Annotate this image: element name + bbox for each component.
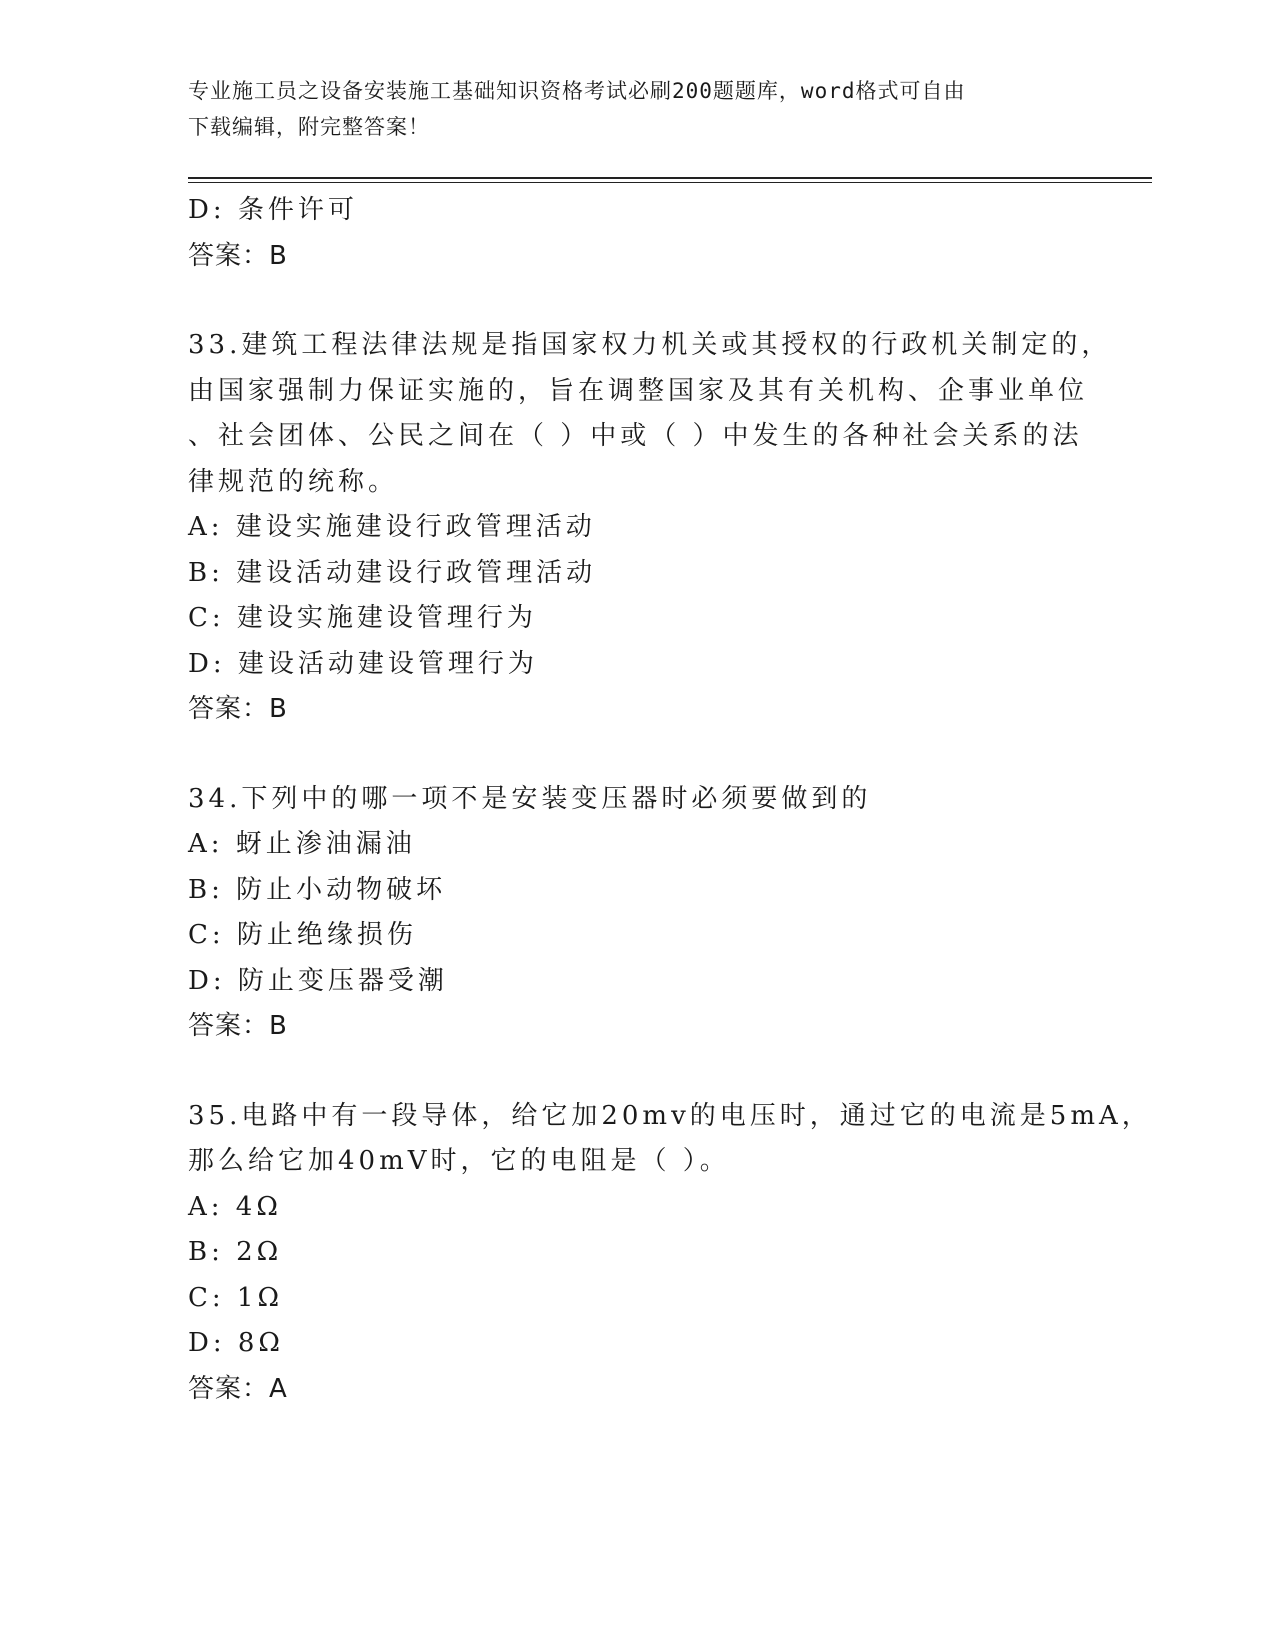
option-b: B: 2Ω — [188, 1237, 283, 1267]
question-stem — [188, 323, 1112, 505]
stem-line: 由国家强制力保证实施的，旨在调整国家及其有关机构、企事业单位 — [188, 375, 1089, 406]
spacer — [188, 733, 1088, 777]
header-rule-thin — [188, 182, 1152, 183]
question-32-tail — [188, 188, 1088, 279]
question-34 — [188, 777, 1088, 1050]
option-c: C: 建设实施建设管理行为 — [188, 603, 537, 633]
question-stem — [188, 1094, 1152, 1185]
answer-label: 答案：B — [188, 1011, 288, 1041]
stem-line: 律规范的统称。 — [188, 466, 399, 497]
stem-line: 、社会团体、公民之间在（ ）中或（ ）中发生的各种社会关系的法 — [188, 421, 1083, 451]
stem-line: 34.下列中的哪一项不是安装变压器时必须要做到的 — [188, 783, 872, 814]
document-header — [188, 73, 1068, 145]
stem-line: 35.电路中有一段导体，给它加20mv的电压时，通过它的电流是5mA， — [188, 1100, 1152, 1131]
option-a: A: 蚜止渗油漏油 — [188, 829, 416, 859]
option-a: A: 4Ω — [188, 1191, 282, 1222]
question-list — [188, 188, 1152, 1412]
answer-label: 答案：B — [188, 240, 288, 271]
header-rule-thick — [188, 177, 1152, 179]
question-stem — [188, 777, 1088, 823]
option-d: D: 8Ω — [188, 1328, 284, 1358]
option-d: D: 防止变压器受潮 — [188, 965, 448, 996]
stem-line: 那么给它加40mV时，它的电阻是（ ）。 — [188, 1146, 730, 1176]
option-d: D: 条件许可 — [188, 195, 358, 225]
stem-line: 33.建筑工程法律法规是指国家权力机关或其授权的行政机关制定的， — [188, 330, 1112, 360]
option-a: A: 建设实施建设行政管理活动 — [188, 512, 596, 542]
question-35 — [188, 1094, 1152, 1413]
spacer — [188, 1050, 1088, 1094]
header-line-2: 下载编辑，附完整答案！ — [188, 115, 430, 139]
option-b: B: 防止小动物破坏 — [188, 874, 447, 905]
question-33 — [188, 323, 1112, 733]
option-c: C: 1Ω — [188, 1282, 284, 1313]
header-line-1: 专业施工员之设备安装施工基础知识资格考试必刷200题题库，word格式可自由 — [188, 79, 966, 103]
answer-label: 答案：A — [188, 1373, 288, 1404]
option-c: C: 防止绝缘损伤 — [188, 920, 417, 950]
spacer — [188, 279, 1088, 323]
answer-label: 答案：B — [188, 694, 288, 724]
option-b: B: 建设活动建设行政管理活动 — [188, 557, 597, 588]
option-d: D: 建设活动建设管理行为 — [188, 648, 538, 679]
